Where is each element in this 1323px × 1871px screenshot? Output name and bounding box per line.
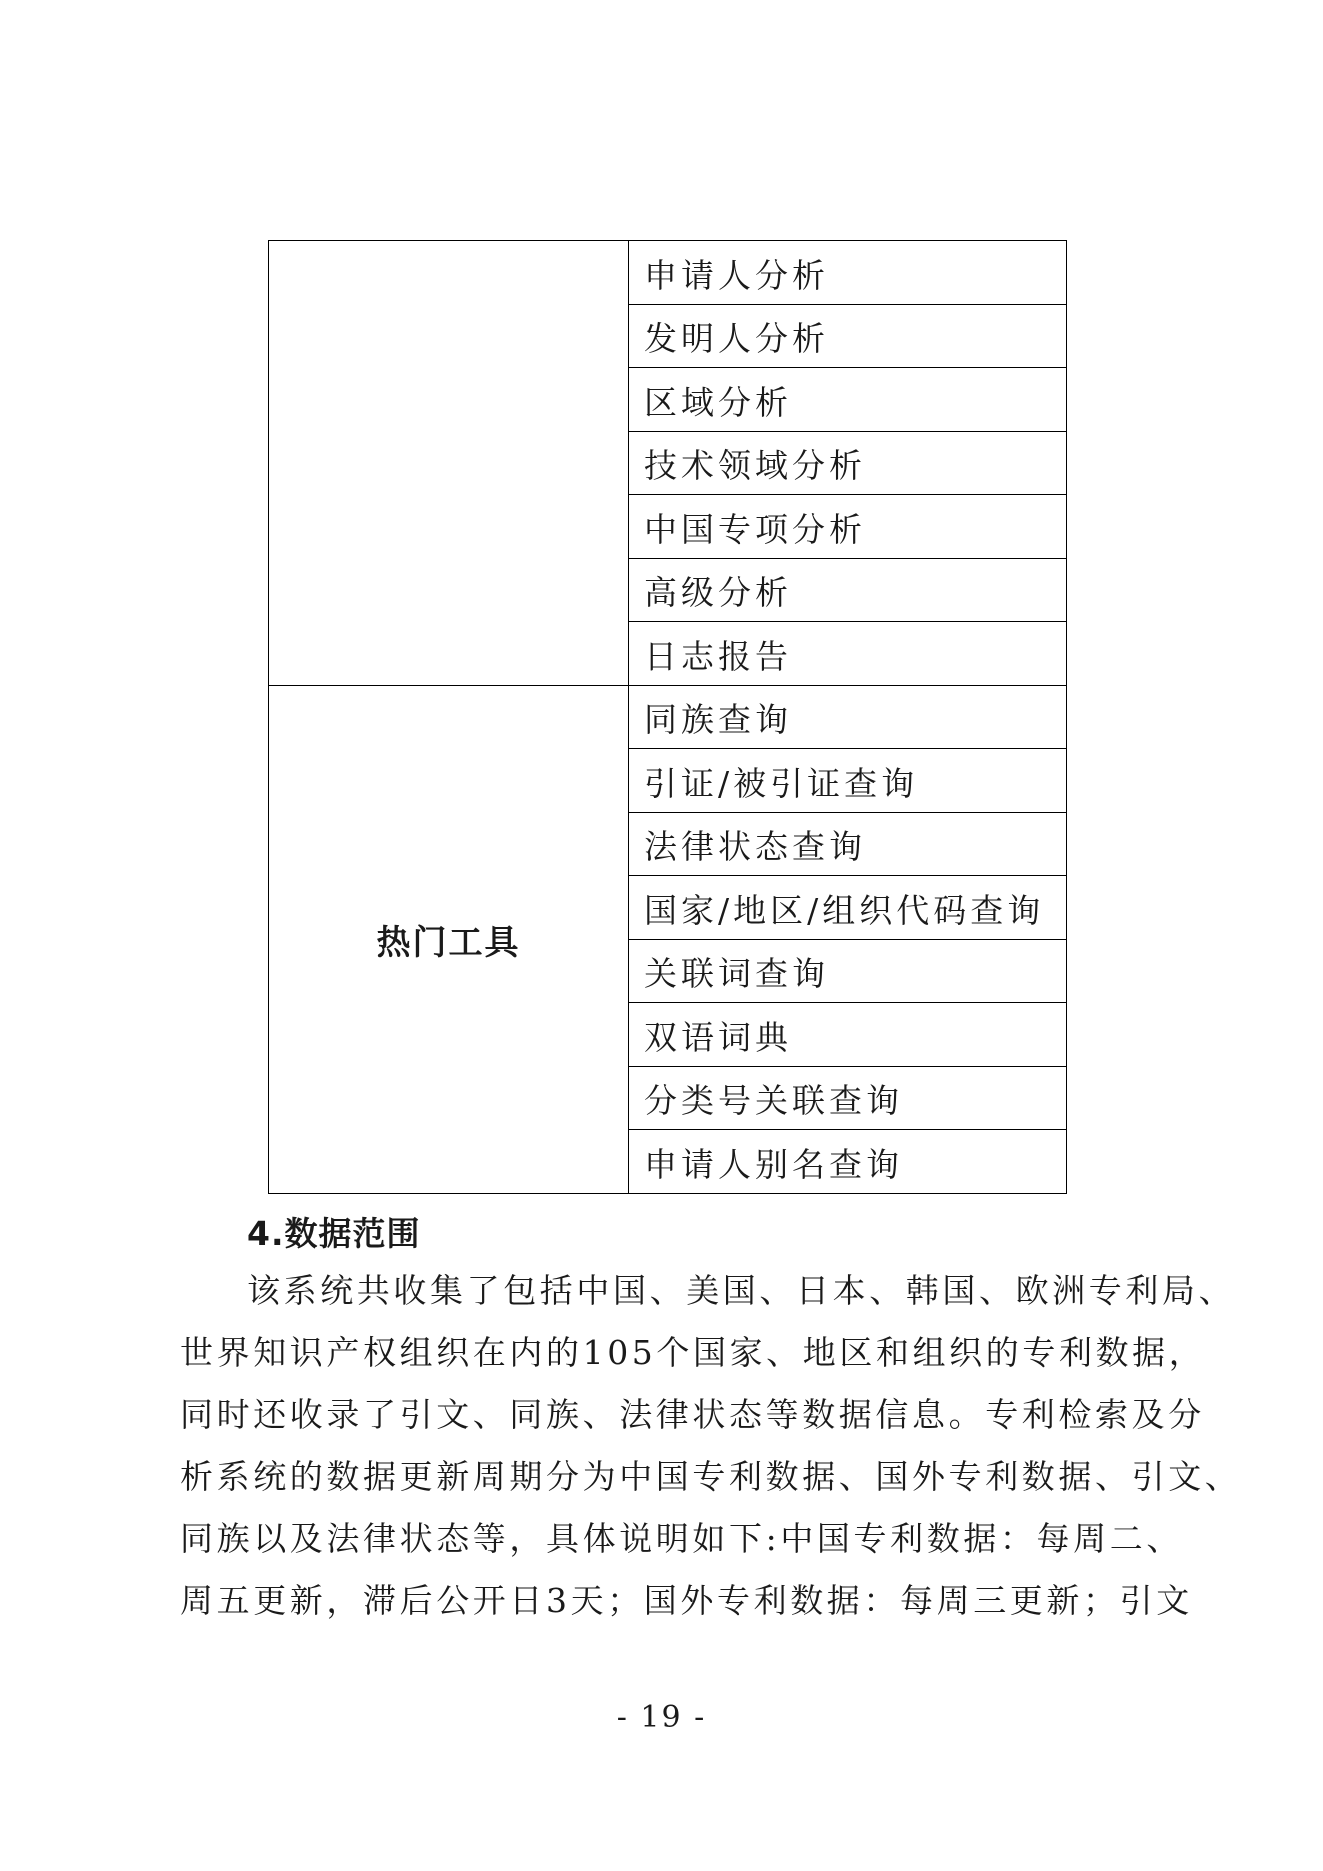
body-line: 同族以及法律状态等，具体说明如下:中国专利数据：每周二、 [180,1519,1183,1558]
table-item-cell: 同族查询 [629,685,1067,749]
table-item-cell: 双语词典 [629,1003,1067,1067]
table-item-cell: 区域分析 [629,368,1067,432]
table-item-cell: 发明人分析 [629,304,1067,368]
feature-table [268,240,1067,1194]
table-group-cell [269,241,629,686]
section-heading: 4.数据范围 [247,1214,421,1253]
body-line: 世界知识产权组织在内的105个国家、地区和组织的专利数据， [180,1333,1206,1372]
body-line: 周五更新，滞后公开日3天；国外专利数据：每周三更新；引文 [180,1581,1193,1620]
table-item-cell: 法律状态查询 [629,812,1067,876]
body-line: 析系统的数据更新周期分为中国专利数据、国外专利数据、引文、 [180,1457,1242,1496]
table-item-cell: 高级分析 [629,558,1067,622]
body-line: 同时还收录了引文、同族、法律状态等数据信息。专利检索及分 [180,1395,1205,1434]
table-item-cell: 中国专项分析 [629,495,1067,559]
table-item-cell: 申请人别名查询 [629,1130,1067,1194]
table-item-cell: 技术领域分析 [629,431,1067,495]
table-group-cell: 热门工具 [269,685,629,1193]
table-item-cell: 国家/地区/组织代码查询 [629,876,1067,940]
table-row [269,241,1067,305]
body-paragraph [180,1260,1242,1632]
table-item-cell: 关联词查询 [629,939,1067,1003]
page-number: - 19 - [616,1700,707,1735]
body-line: 该系统共收集了包括中国、美国、日本、韩国、欧洲专利局、 [247,1271,1236,1310]
table-item-cell: 申请人分析 [629,241,1067,305]
table-item-cell: 日志报告 [629,622,1067,686]
table-row [269,685,1067,749]
table-item-cell: 分类号关联查询 [629,1066,1067,1130]
table-item-cell: 引证/被引证查询 [629,749,1067,813]
